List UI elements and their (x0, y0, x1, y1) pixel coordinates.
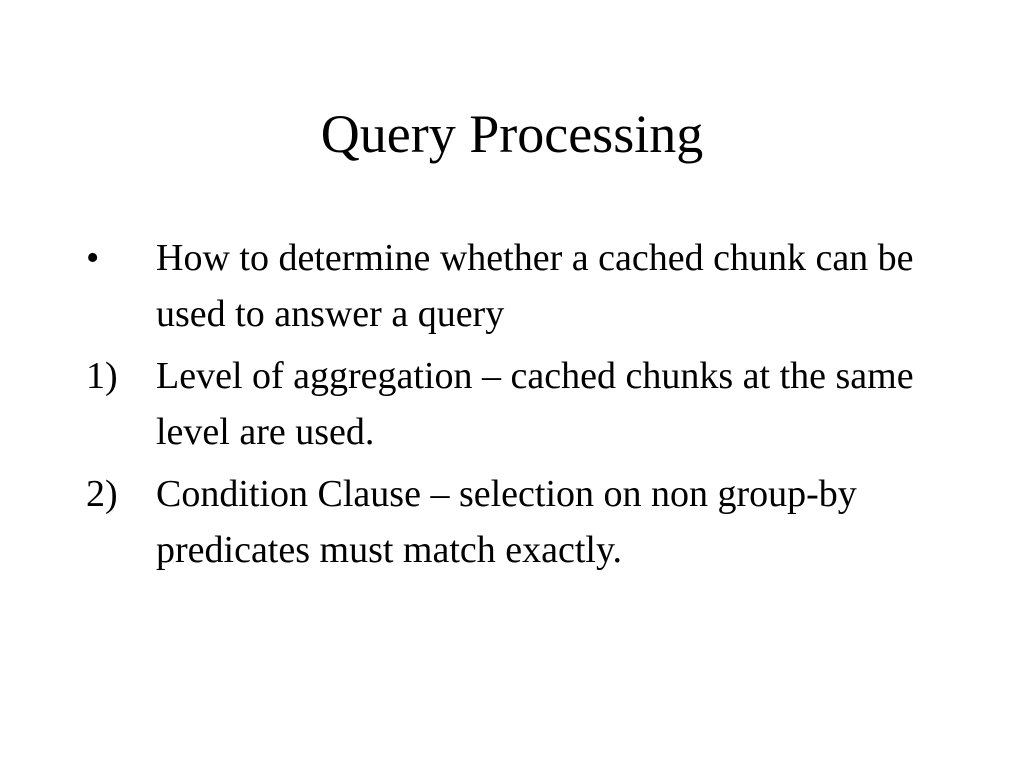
bullet-list (86, 230, 966, 584)
slide-title: Query Processing (320, 104, 704, 164)
bullet-marker: 2) (86, 473, 118, 515)
bullet-item-condition-clause (86, 466, 966, 578)
bullet-item-overview (86, 230, 966, 342)
bullet-marker: • (86, 237, 100, 279)
bullet-text: Condition Clause – selection on non group-by predicates must match exactly. (156, 473, 857, 571)
bullet-marker: 1) (86, 355, 118, 397)
bullet-text: Level of aggregation – cached chunks at the same level are used. (156, 355, 914, 453)
bullet-item-level-of-aggregation (86, 348, 966, 460)
bullet-text: How to determine whether a cached chunk can be used to answer a query (156, 237, 914, 335)
